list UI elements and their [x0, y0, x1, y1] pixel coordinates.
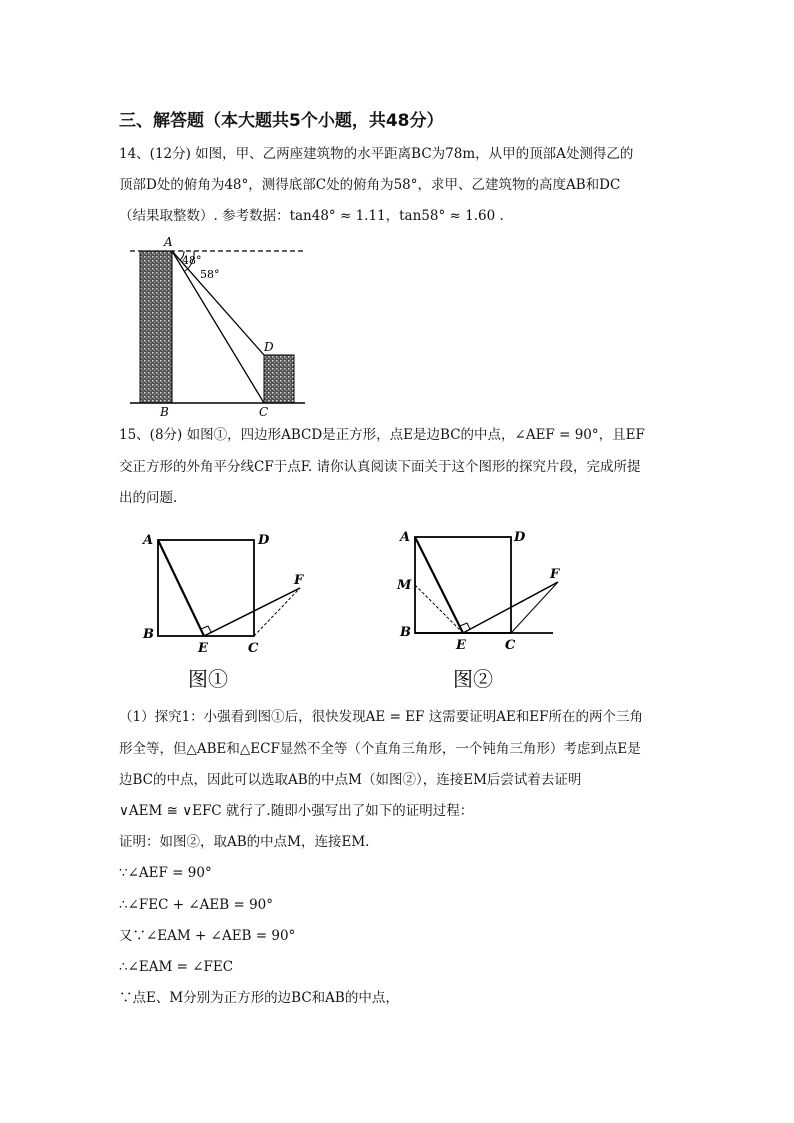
segment-AE — [158, 540, 204, 636]
q15-figure-2 — [393, 528, 573, 698]
q14-figure — [120, 232, 320, 418]
fig1-label-A: A — [143, 533, 154, 548]
fig2-label-A: A — [400, 530, 411, 545]
fig2-label-B: B — [400, 625, 411, 640]
fig1-label-F: F — [294, 573, 304, 588]
fig2-label-D: D — [514, 530, 526, 545]
fig1-label-B: B — [143, 627, 154, 642]
fig1-label-E: E — [198, 641, 208, 656]
q15-proof-line-1: 证明：如图②，取AB的中点M，连接EM. — [119, 834, 370, 850]
segment-EM — [415, 585, 463, 633]
label-B: B — [160, 405, 169, 418]
q15-text-line-2: 交正方形的外角平分线CF于点F. 请你认真阅读下面关于这个图形的探究片段，完成所提 — [119, 459, 641, 475]
q15-proof-line-3: ∴∠FEC + ∠AEB = 90° — [119, 897, 274, 913]
square-ABCD — [415, 537, 511, 633]
fig1-caption: 图① — [188, 667, 228, 691]
q15-body-line-2: 形全等，但△ABE和△ECF显然不全等（个直角三角形，一个钝角三角形）考虑到点E是 — [119, 741, 641, 757]
label-C: C — [259, 405, 269, 418]
building-jia — [140, 251, 172, 403]
fig2-caption: 图② — [453, 667, 493, 691]
section-heading: 三、解答题（本大题共5个小题，共48分） — [119, 111, 444, 131]
q15-figure-1 — [138, 528, 318, 698]
segment-CF — [511, 582, 558, 633]
label-D: D — [264, 340, 274, 354]
q15-proof-line-5: ∴∠EAM = ∠FEC — [119, 959, 234, 975]
angle-48-label: 48° — [182, 254, 202, 267]
fig1-label-C: C — [248, 641, 259, 656]
fig1-label-D: D — [258, 533, 270, 548]
fig2-label-M: M — [397, 578, 412, 593]
segment-AE — [415, 537, 463, 633]
q15-text-line-3: 出的问题. — [119, 490, 178, 506]
q14-text-line-1: 14、(12分) 如图，甲、乙两座建筑物的水平距离BC为78m，从甲的顶部A处测得乙的 — [119, 146, 634, 162]
q15-proof-line-6: ∵点E、M分别为正方形的边BC和AB的中点， — [119, 990, 399, 1006]
q15-body-line-1: （1）探究1：小强看到图①后，很快发现AE = EF 这需要证明AE和EF所在的两个三角 — [119, 709, 644, 725]
q15-text-line-1: 15、(8分) 如图①，四边形ABCD是正方形，点E是边BC的中点，∠AEF = 90°，且EF — [119, 427, 645, 443]
q15-body-line-3: 边BC的中点，因此可以选取AB的中点M（如图②），连接EM后尝试着去证明 — [119, 772, 582, 788]
fig2-label-E: E — [456, 638, 466, 653]
segment-CF — [254, 588, 300, 636]
q15-proof-line-2: ∵∠AEF = 90° — [119, 865, 212, 881]
building-yi — [264, 355, 294, 403]
q15-body-line-4: ∨AEM ≅ ∨EFC 就行了.随即小强写出了如下的证明过程： — [119, 803, 474, 819]
q14-text-line-2: 顶部D处的俯角为48°，测得底部C处的俯角为58°，求甲、乙建筑物的高度AB和DC — [119, 177, 621, 193]
fig2-label-F: F — [550, 567, 560, 582]
angle-58-label: 58° — [200, 268, 220, 281]
segment-EF — [204, 588, 300, 636]
label-A: A — [164, 235, 173, 249]
square-ABCD — [158, 540, 254, 636]
fig2-label-C: C — [505, 638, 516, 653]
q15-proof-line-4: 又∵∠EAM + ∠AEB = 90° — [119, 928, 296, 944]
q14-text-line-3: （结果取整数）. 参考数据：tan48° ≈ 1.11，tan58° ≈ 1.60 . — [119, 208, 504, 224]
